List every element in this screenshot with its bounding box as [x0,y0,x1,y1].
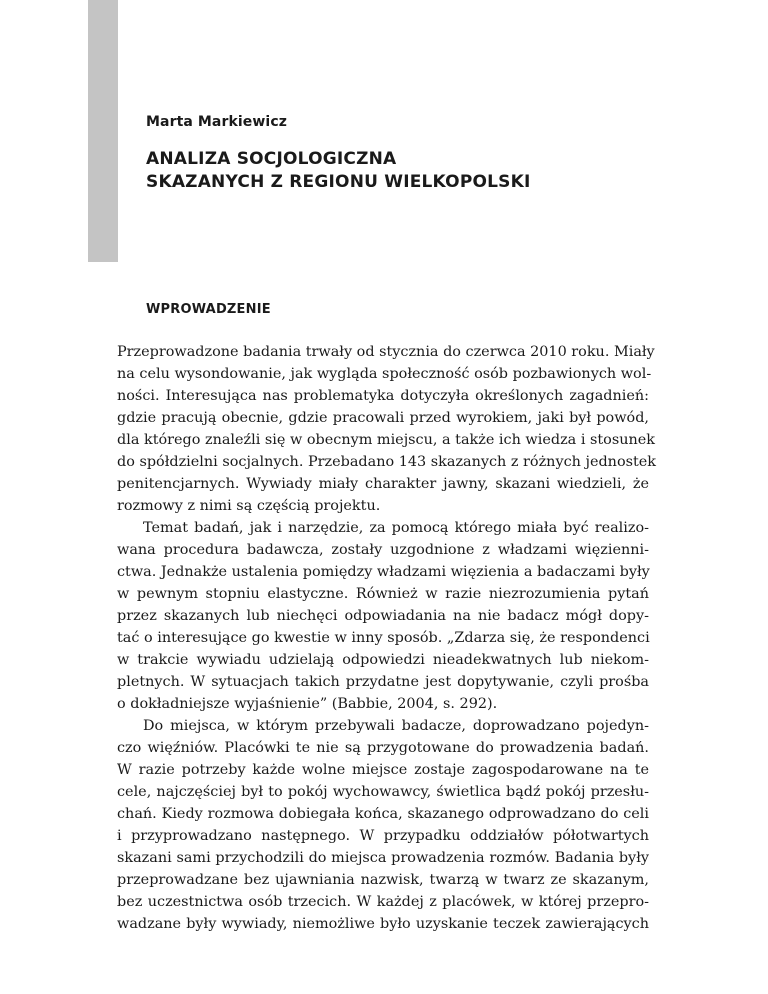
title-line: SKAZANYCH Z REGIONU WIELKOPOLSKI [146,172,531,192]
paragraph-line: i przyprowadzano następnego. W przypadku oddziałów półotwartych [117,828,649,844]
paragraph-line: przeprowadzane bez ujawniania nazwisk, twarzą w twarz ze skazanym, [117,872,649,888]
paragraph-line: dla którego znaleźli się w obecnym miejscu, a także ich wiedza i stosunek [117,432,655,448]
paragraph-line: rozmowy z nimi są częścią projektu. [117,498,381,514]
paragraph-line: chań. Kiedy rozmowa dobiegała końca, skazanego odprowadzano do celi [117,806,649,822]
paragraph-line: bez uczestnictwa osób trzecich. W każdej z placówek, w której przepro- [117,894,649,910]
paragraph-line: ności. Interesująca nas problematyka dotyczyła określonych zagadnień: [117,388,649,404]
paragraph-line: czo więźniów. Placówki te nie są przygotowane do prowadzenia badań. [117,740,649,756]
paragraph-line: wana procedura badawcza, zostały uzgodnione z władzami więzienni- [117,542,649,558]
paragraph-line: ctwa. Jednakże ustalenia pomiędzy władzami więzienia a badaczami były [117,564,650,580]
paragraph-line: do spółdzielni socjalnych. Przebadano 143 skazanych z różnych jednostek [117,454,657,470]
grey-margin-band [88,0,118,262]
body-text [117,341,657,935]
paragraph-line: W razie potrzeby każde wolne miejsce zostaje zagospodarowane na te [117,762,649,778]
paragraph-line: pletnych. W sytuacjach takich przydatne jest dopytywanie, czyli prośba [117,674,649,690]
paragraph-line: przez skazanych lub niechęci odpowiadania na nie badacz mógł dopy- [117,608,649,624]
paragraph-line: o dokładniejsze wyjaśnienie” (Babbie, 2004, s. 292). [117,696,498,712]
paragraph-line: tać o interesujące go kwestie w inny sposób. „Zdarza się, że respondenci [117,630,650,646]
article-title [146,148,666,194]
paragraph-line: cele, najczęściej był to pokój wychowawcy, świetlica bądź pokój przesłu- [117,784,649,800]
title-line: ANALIZA SOCJOLOGICZNA [146,149,397,169]
paragraph-line: wadzane były wywiady, niemożliwe było uzyskanie teczek zawierających [117,916,649,932]
section-heading: WPROWADZENIE [146,302,271,317]
paragraph-line: Temat badań, jak i narzędzie, za pomocą którego miała być realizo- [143,520,649,536]
paragraph-line: skazani sami przychodzili do miejsca prowadzenia rozmów. Badania były [117,850,649,866]
paragraph-line: gdzie pracują obecnie, gdzie pracowali przed wyrokiem, jaki był powód, [117,410,649,426]
paragraph-line: Do miejsca, w którym przebywali badacze, doprowadzano pojedyn- [143,718,649,734]
author-name: Marta Markiewicz [146,114,287,130]
paragraph-line: w trakcie wywiadu udzielają odpowiedzi nieadekwatnych lub niekom- [117,652,649,668]
paragraph-line: Przeprowadzone badania trwały od stycznia do czerwca 2010 roku. Miały [117,344,655,360]
paragraph-line: w pewnym stopniu elastyczne. Również w razie niezrozumienia pytań [117,586,649,602]
paragraph-line: na celu wysondowanie, jak wygląda społeczność osób pozbawionych wol- [117,366,652,382]
paragraph-line: penitencjarnych. Wywiady miały charakter jawny, skazani wiedzieli, że [117,476,649,492]
